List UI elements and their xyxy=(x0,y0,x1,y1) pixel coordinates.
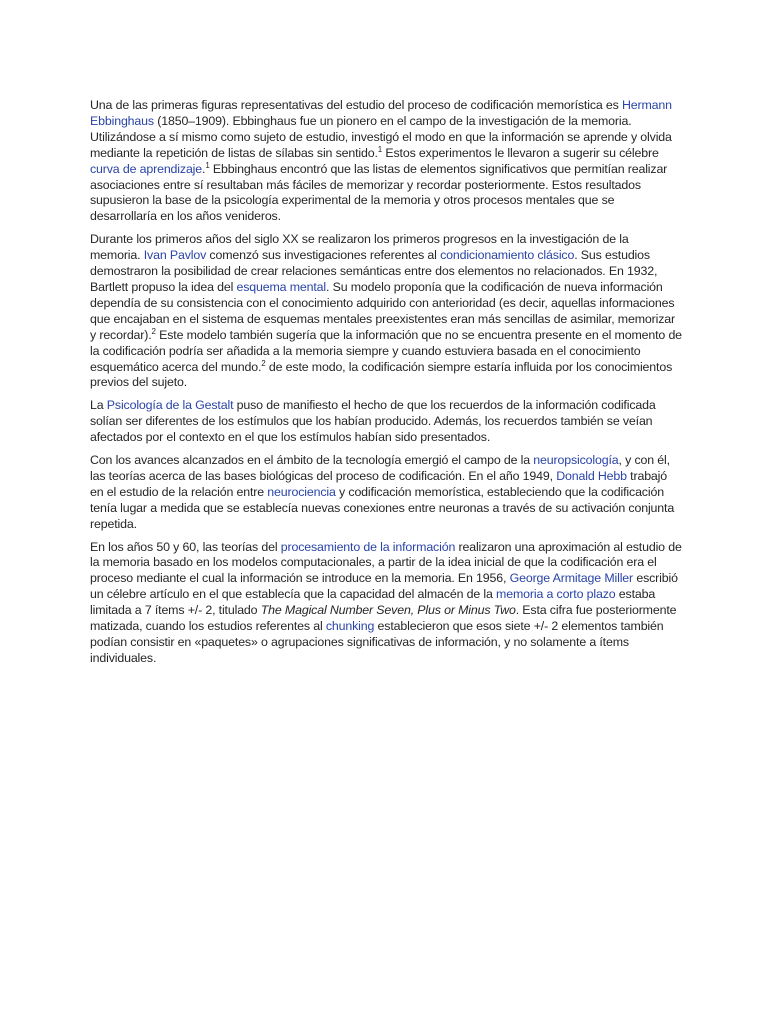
link-neuropsicologia[interactable]: neuropsicología xyxy=(533,453,619,468)
paragraph-siglo-xx xyxy=(90,232,682,391)
text-run: . Esta cifra fue posteriormente matizada, cuando los estudios referentes al xyxy=(90,603,677,634)
text-run: Estos experimentos le llevaron a sugerir su célebre xyxy=(382,145,659,160)
text-run: puso de manifiesto el hecho de que los recuerdos de la información codificada solían ser diferentes de los estímulos que los habían producido. Además, los recuerdos también se veían afectados por el contexto en el que los estímulos habían sido presentados. xyxy=(90,398,656,445)
link-memoria-corto-plazo[interactable]: memoria a corto plazo xyxy=(496,587,616,602)
paragraph-gestalt xyxy=(90,398,682,446)
reference-marker[interactable]: 1 xyxy=(205,160,210,170)
link-hermann-ebbinghaus[interactable]: Hermann Ebbinghaus xyxy=(90,98,672,128)
text-run: Durante los primeros años del siglo XX se realizaron los primeros progresos en la investigación de la memoria. xyxy=(90,232,629,263)
paragraph-procesamiento xyxy=(90,540,682,667)
text-run: . Sus estudios demostraron la posibilidad de crear relaciones semánticas entre dos elementos no relacionados. En 1932, Bartlett propuso la idea del xyxy=(90,248,658,294)
article-title: The Magical Number Seven, Plus or Minus Two xyxy=(260,603,516,618)
text-run: escribió un célebre artículo en el que establecía que la capacidad del almacén de la xyxy=(90,571,678,602)
text-run: (1850–1909). Ebbinghaus fue un pionero en el campo de la investigación de la memoria. Utilizándose a sí mismo como sujeto de estudio, investigó el modo en que la información se aprende y olvida mediante la repetición de listas de sílabas sin sentido. xyxy=(90,113,672,160)
reference-marker[interactable]: 2 xyxy=(261,358,266,368)
text-run: Con los avances alcanzados en el ámbito de la tecnología emergió el campo de la xyxy=(90,453,534,468)
text-run: . Su modelo proponía que la codificación de nueva información dependía de su consistencia con el conocimiento adquirido con anterioridad (es decir, aquellas informaciones que encajaban en el sistema de esquemas mentales preexistentes eran más sencillas de asimilar, memorizar y recordar). xyxy=(90,279,675,342)
text-run: de este modo, la codificación siempre estaría influida por los conocimientos previos del sujeto. xyxy=(90,359,673,390)
link-george-armitage-miller[interactable]: George Armitage Miller xyxy=(509,571,634,586)
link-psicologia-gestalt[interactable]: Psicología de la Gestalt xyxy=(106,398,234,413)
text-run: trabajó en el estudio de la relación entre xyxy=(90,468,668,499)
text-run: estaba limitada a 7 ítems +/- 2, titulado xyxy=(90,587,656,618)
text-run: Este modelo también sugería que la información que no se encuentra presente en el momento de la codificación podría ser añadida a la memoria siempre y cuando estuviera basada en el conocimiento esquemático acerca del mundo. xyxy=(90,327,682,374)
reference-marker[interactable]: 1 xyxy=(377,144,383,154)
paragraph-neuropsicologia xyxy=(90,453,682,533)
text-run: y codificación memorística, estableciendo que la codificación tenía lugar a medida que se establecía nuevas conexiones entre neuronas a través de su activación conjunta repetida. xyxy=(90,484,675,531)
text-run: comenzó sus investigaciones referentes al xyxy=(206,248,441,263)
text-run: La xyxy=(90,398,107,413)
text-run: Una de las primeras figuras representativas del estudio del proceso de codificación memorística es xyxy=(90,98,622,112)
text-run: Ebbinghaus encontró que las listas de elementos significativos que permitían realizar asociaciones entre sí resultaban más fáciles de memorizar y recordar posteriormente. Estos resultados supusieron la base de la psicología experimental de la memoria y otros procesos mentales que se desarrollaría en los años venideros. xyxy=(90,161,668,224)
link-neurociencia[interactable]: neurociencia xyxy=(267,484,336,499)
link-procesamiento-informacion[interactable]: procesamiento de la información xyxy=(280,539,456,554)
link-ivan-pavlov[interactable]: Ivan Pavlov xyxy=(143,248,207,263)
text-run: realizaron una aproximación al estudio de la memoria basado en los modelos computacionales, a partir de la idea inicial de que la codificación era el proceso mediante el cual la información se introduce en la memoria. En 1956, xyxy=(90,539,682,586)
link-esquema-mental[interactable]: esquema mental xyxy=(236,279,327,294)
document-body xyxy=(90,98,682,674)
text-run: , y con él, las teorías acerca de las bases biológicas del proceso de codificación. En el año 1949, xyxy=(90,453,670,483)
link-donald-hebb[interactable]: Donald Hebb xyxy=(556,468,627,483)
text-run: establecieron que esos siete +/- 2 elementos también podían consistir en «paquetes» o agrupaciones significativas de información, y no solamente a ítems individuales. xyxy=(90,619,664,665)
reference-marker[interactable]: 2 xyxy=(151,326,156,336)
text-run: . xyxy=(202,161,206,176)
link-condicionamiento-clasico[interactable]: condicionamiento clásico xyxy=(440,248,575,263)
paragraph-ebbinghaus xyxy=(90,98,682,225)
link-curva-de-aprendizaje[interactable]: curva de aprendizaje xyxy=(90,161,203,176)
text-run: En los años 50 y 60, las teorías del xyxy=(90,539,281,554)
link-chunking[interactable]: chunking xyxy=(325,619,375,634)
